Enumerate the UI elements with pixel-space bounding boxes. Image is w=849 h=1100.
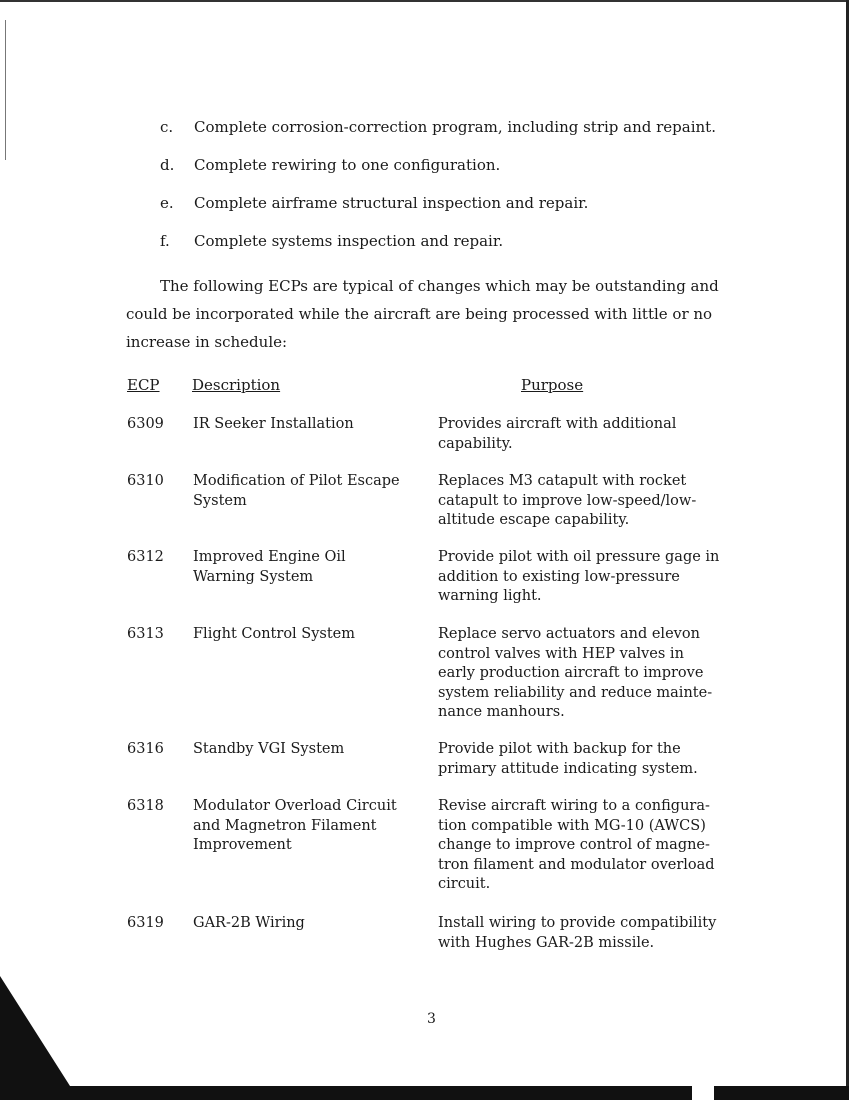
list-item xyxy=(160,156,716,194)
list-marker: d. xyxy=(160,156,175,174)
list-item xyxy=(160,194,716,232)
description-line: Improved Engine Oil xyxy=(193,549,346,565)
ecp-purpose xyxy=(438,797,738,895)
purpose-line: capability. xyxy=(438,435,513,452)
header-description: Description xyxy=(192,376,281,394)
page-number: 3 xyxy=(427,1011,436,1027)
purpose-line: with Hughes GAR-2B missile. xyxy=(438,934,655,951)
description-line: Modulator Overload Circuit xyxy=(193,798,397,814)
purpose-line: altitude escape capability. xyxy=(438,512,630,528)
purpose-line: Install wiring to provide compatibility xyxy=(438,915,717,931)
description-line: Warning System xyxy=(193,568,314,585)
ecp-number: 6309 xyxy=(127,416,164,432)
purpose-line: control valves with HEP valves in xyxy=(438,645,684,662)
purpose-line: change to improve control of magne- xyxy=(438,837,710,853)
purpose-line: system reliability and reduce mainte- xyxy=(438,684,713,701)
ecp-purpose xyxy=(438,740,738,779)
ecp-purpose xyxy=(438,415,738,454)
purpose-line: tron filament and modulator overload xyxy=(438,856,715,873)
list-marker: c. xyxy=(160,118,174,136)
description-line: System xyxy=(193,492,247,509)
description-line: and Magnetron Filament xyxy=(193,817,377,834)
purpose-line: Provide pilot with backup for the xyxy=(438,741,681,757)
description-line: Modification of Pilot Escape xyxy=(193,473,400,489)
purpose-line: Replace servo actuators and elevon xyxy=(438,626,700,642)
header-ecp: ECP xyxy=(127,376,160,394)
ecp-description xyxy=(193,548,418,587)
scan-edge-bottom xyxy=(0,1086,849,1100)
purpose-line: circuit. xyxy=(438,876,491,892)
intro-paragraph xyxy=(126,272,726,356)
ecp-description xyxy=(193,914,418,934)
description-line: GAR-2B Wiring xyxy=(193,915,305,931)
list-marker: e. xyxy=(160,194,174,212)
paragraph-line: The following ECPs are typical of changes which may be outstanding and xyxy=(160,277,719,295)
purpose-line: catapult to improve low-speed/low- xyxy=(438,492,697,509)
list-item-text: Complete rewiring to one configuration. xyxy=(194,156,501,174)
scan-edge-top xyxy=(0,0,849,2)
ecp-number: 6310 xyxy=(127,473,164,489)
description-line: Flight Control System xyxy=(193,626,356,642)
ecp-description xyxy=(193,740,418,760)
scan-edge-notch xyxy=(692,1086,714,1100)
purpose-line: primary attitude indicating system. xyxy=(438,760,698,777)
list-item xyxy=(160,232,716,270)
ecp-number: 6312 xyxy=(127,549,164,565)
purpose-line: addition to existing low-pressure xyxy=(438,568,680,585)
ecp-description xyxy=(193,625,418,645)
ecp-purpose xyxy=(438,625,738,723)
ecp-number: 6316 xyxy=(127,741,164,757)
purpose-line: tion compatible with MG-10 (AWCS) xyxy=(438,817,706,834)
purpose-line: Provides aircraft with additional xyxy=(438,416,677,432)
purpose-line: nance manhours. xyxy=(438,704,565,720)
header-purpose: Purpose xyxy=(521,376,584,394)
list-item-text: Complete corrosion-correction program, including strip and repaint. xyxy=(194,118,716,136)
description-line: Standby VGI System xyxy=(193,741,345,757)
list-item-text: Complete systems inspection and repair. xyxy=(194,232,504,250)
ecp-number: 6319 xyxy=(127,915,164,931)
list-item xyxy=(160,118,716,156)
ecp-description xyxy=(193,797,418,856)
paragraph-line: could be incorporated while the aircraft are being processed with little or no xyxy=(126,305,713,323)
ecp-description xyxy=(193,415,418,435)
description-line: IR Seeker Installation xyxy=(193,416,354,432)
purpose-line: warning light. xyxy=(438,588,542,604)
task-list xyxy=(160,118,716,270)
scan-shadow-corner xyxy=(0,976,70,1086)
purpose-line: Provide pilot with oil pressure gage in xyxy=(438,549,720,565)
list-marker: f. xyxy=(160,232,170,250)
paragraph-line: increase in schedule: xyxy=(126,333,288,351)
description-line: Improvement xyxy=(193,837,292,853)
ecp-purpose xyxy=(438,548,738,607)
ecp-purpose xyxy=(438,472,738,531)
purpose-line: Replaces M3 catapult with rocket xyxy=(438,473,687,489)
purpose-line: early production aircraft to improve xyxy=(438,665,704,681)
ecp-number: 6318 xyxy=(127,798,164,814)
ecp-purpose xyxy=(438,914,738,953)
scan-edge-left xyxy=(5,20,6,160)
list-item-text: Complete airframe structural inspection and repair. xyxy=(194,194,589,212)
purpose-line: Revise aircraft wiring to a configura- xyxy=(438,798,710,814)
ecp-description xyxy=(193,472,418,511)
ecp-number: 6313 xyxy=(127,626,164,642)
